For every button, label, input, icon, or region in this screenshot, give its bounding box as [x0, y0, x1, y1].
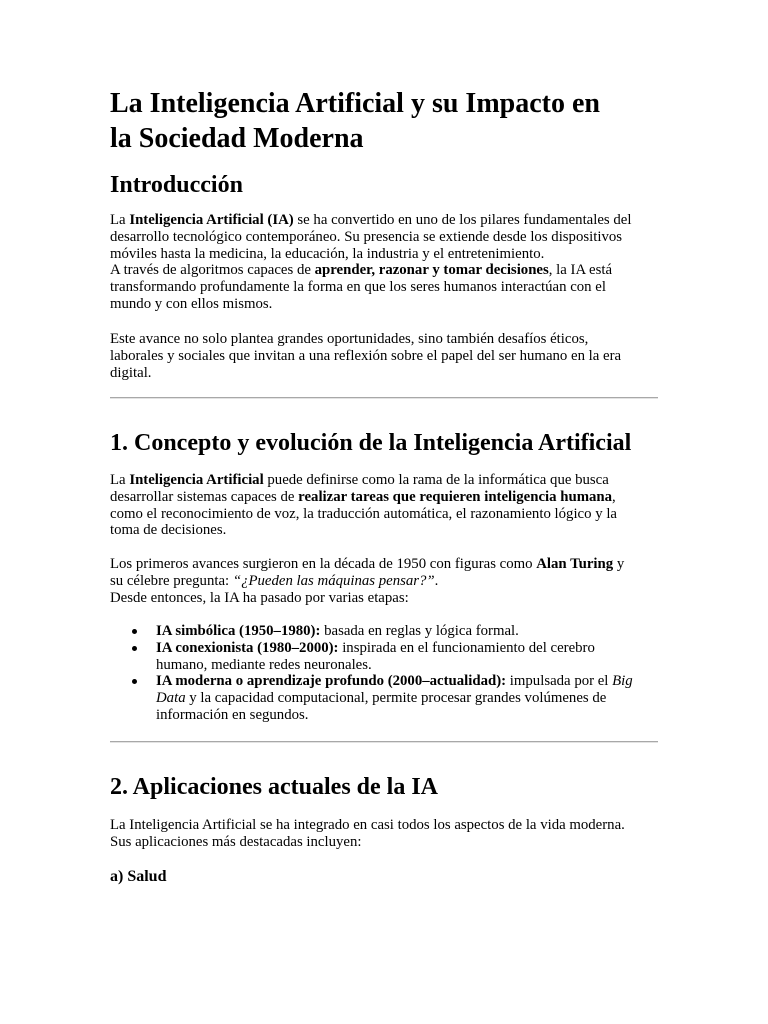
- intro-p1-line-5: transformando profundamente la forma en que los seres humanos interactúan con el: [110, 279, 606, 296]
- s2-p1-line-2: Sus aplicaciones más destacadas incluyen:: [110, 833, 362, 850]
- section-1-paragraph-1: [110, 472, 670, 539]
- list-item: IA moderna o aprendizaje profundo (2000–actualidad): impulsada por el Big Data y la capacidad computacional, permite procesar grandes volúmenes de información en segundos.: [110, 673, 670, 723]
- bullet-icon: [132, 679, 137, 684]
- s1-p2-line-2: su célebre pregunta: “¿Pueden las máquinas pensar?”.: [110, 572, 439, 589]
- intro-heading: Introducción: [110, 172, 243, 198]
- bullet-icon: [132, 629, 137, 634]
- s1-p1-line-1: La Inteligencia Artificial puede definirse como la rama de la informática que busca: [110, 472, 609, 488]
- intro-p1-line-4: A través de algoritmos capaces de aprender, razonar y tomar decisiones, la IA está: [110, 262, 613, 279]
- intro-p1-line-2: desarrollo tecnológico contemporáneo. Su presencia se extiende desde los dispositivos: [110, 228, 623, 245]
- s2-p1-line-1: La Inteligencia Artificial se ha integrado en casi todos los aspectos de la vida moderna.: [110, 817, 625, 833]
- evolution-list: [110, 623, 670, 724]
- s1-p2-line-1: Los primeros avances surgieron en la década de 1950 con figuras como Alan Turing y: [110, 556, 625, 572]
- intro-p2-line-2: laborales y sociales que invitan a una reflexión sobre el papel del ser humano en la era: [110, 347, 622, 364]
- horizontal-rule: [110, 741, 658, 743]
- bullet-icon: [132, 646, 137, 651]
- section-2-heading: 2. Aplicaciones actuales de la IA: [110, 774, 438, 800]
- document-title: [110, 86, 670, 156]
- s1-p2-line-3: Desde entonces, la IA ha pasado por varias etapas:: [110, 589, 409, 606]
- section-1-paragraph-2: [110, 556, 670, 606]
- title-line-1: La Inteligencia Artificial y su Impacto en: [110, 88, 600, 119]
- section-1-heading: 1. Concepto y evolución de la Inteligencia Artificial: [110, 430, 632, 456]
- list-item: IA simbólica (1950–1980): basada en reglas y lógica formal.: [110, 623, 670, 640]
- list-item: IA conexionista (1980–2000): inspirada en el funcionamiento del cerebro humano, mediante redes neuronales.: [110, 640, 670, 674]
- subsection-a-heading: a) Salud: [110, 868, 167, 885]
- intro-paragraph-1: [110, 212, 670, 313]
- intro-paragraph-2: [110, 331, 670, 381]
- s1-p1-line-4: toma de decisiones.: [110, 522, 227, 539]
- horizontal-rule: [110, 397, 658, 399]
- title-line-2: la Sociedad Moderna: [110, 123, 364, 154]
- section-2-paragraph-1: [110, 817, 670, 851]
- s1-p1-line-3: como el reconocimiento de voz, la traducción automática, el razonamiento lógico y la: [110, 505, 618, 522]
- s1-p1-line-2: desarrollar sistemas capaces de realizar tareas que requieren inteligencia humana,: [110, 488, 616, 505]
- intro-p1-line-1: La Inteligencia Artificial (IA) se ha convertido en uno de los pilares fundamentales del: [110, 212, 632, 228]
- intro-p1-line-6: mundo y con ellos mismos.: [110, 295, 273, 312]
- intro-p1-line-3: móviles hasta la medicina, la educación, la industria y el entretenimiento.: [110, 245, 545, 262]
- intro-p2-line-3: digital.: [110, 364, 152, 381]
- intro-p2-line-1: Este avance no solo plantea grandes oportunidades, sino también desafíos éticos,: [110, 331, 589, 347]
